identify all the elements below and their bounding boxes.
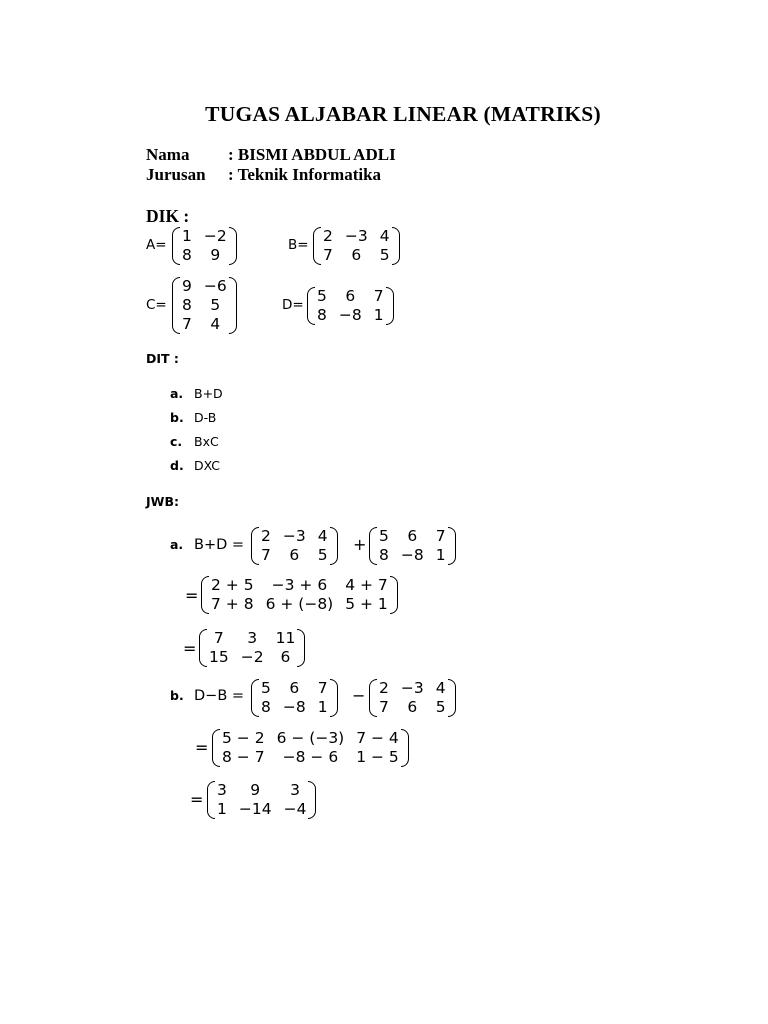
matrix-cell: −8 — [338, 306, 362, 324]
matrix-cell: −3 + 6 — [271, 576, 328, 594]
matrix-cell: 2 — [323, 227, 333, 245]
nama-label: Nama — [146, 145, 190, 164]
matrix-cell: 6 — [407, 527, 418, 545]
matrix-cell: 8 — [379, 546, 389, 564]
matrix-cell: 3 — [290, 781, 300, 799]
matrix-cell: −3 — [282, 527, 306, 545]
matrix-cell: 8 − 7 — [222, 748, 265, 766]
jwb-a-step-matrix — [201, 576, 398, 614]
jurusan-value: : Teknik Informatika — [228, 165, 382, 184]
matrix-cell: −3 — [344, 227, 368, 245]
right-paren — [297, 629, 305, 667]
matrix-cell: 5 — [379, 246, 390, 264]
dit-heading: DIT : — [146, 351, 179, 366]
matrix-b — [313, 227, 400, 265]
matrix-cell: 4 — [317, 527, 328, 545]
matrix-cell: 7 − 4 — [356, 729, 399, 747]
equals-sign: = — [195, 738, 209, 757]
list-marker: b. — [170, 688, 184, 703]
matrix-a — [172, 227, 237, 265]
left-paren — [172, 227, 180, 265]
left-paren — [201, 576, 209, 614]
equals-sign: = — [183, 639, 197, 658]
matrix-c — [172, 277, 237, 334]
matrix-cell: 5 — [317, 287, 327, 305]
list-marker: a. — [170, 537, 184, 552]
left-paren — [369, 527, 377, 565]
list-marker: d. — [170, 458, 184, 473]
matrix-d-label: D= — [282, 297, 304, 313]
matrix-cell: −8 − 6 — [282, 748, 339, 766]
matrix-d — [307, 287, 394, 325]
matrix-cell: 8 — [182, 296, 192, 314]
matrix-b-label: B= — [288, 237, 309, 253]
right-paren — [390, 576, 398, 614]
matrix-cell: 3 — [247, 629, 258, 647]
matrix-cell: 5 — [210, 296, 221, 314]
matrix-cell: 9 — [210, 246, 221, 264]
jwb-a-result-matrix — [199, 629, 305, 667]
list-marker: c. — [170, 434, 183, 449]
matrix-cell: 4 — [379, 227, 390, 245]
matrix-cell: 1 − 5 — [356, 748, 399, 766]
left-paren — [212, 729, 220, 767]
nama-value: : BISMI ABDUL ADLI — [228, 145, 396, 164]
minus-operator: − — [352, 686, 366, 705]
dit-item-b — [170, 410, 216, 425]
jwb-a-line — [170, 537, 244, 553]
matrix-cell: 8 — [317, 306, 327, 324]
matrix-cell: 1 — [317, 698, 328, 716]
matrix-cell: −2 — [240, 648, 264, 666]
dik-heading: DIK : — [146, 206, 190, 226]
matrix-cell: −4 — [283, 800, 307, 818]
matrix-cell: 5 — [317, 546, 328, 564]
matrix-cell: 7 — [317, 679, 328, 697]
matrix-cell: 6 — [345, 287, 356, 305]
right-paren — [386, 287, 394, 325]
jwb-b-result-matrix — [207, 781, 316, 819]
matrix-cell: 9 — [250, 781, 261, 799]
left-paren — [172, 277, 180, 334]
matrix-cell: 6 — [407, 698, 418, 716]
matrix-cell: 8 — [182, 246, 192, 264]
matrix-cell: 6 — [289, 679, 300, 697]
right-paren — [308, 781, 316, 819]
right-paren — [448, 679, 456, 717]
jwb-b-expr: D−B = — [194, 688, 245, 704]
left-paren — [207, 781, 215, 819]
matrix-cell: 6 — [289, 546, 300, 564]
list-marker: a. — [170, 386, 184, 401]
matrix-cell: −14 — [238, 800, 272, 818]
right-paren — [229, 277, 237, 334]
equals-sign: = — [190, 790, 204, 809]
right-paren — [330, 679, 338, 717]
right-paren — [229, 227, 237, 265]
list-text: BxC — [194, 434, 219, 449]
matrix-cell: 7 — [261, 546, 271, 564]
left-paren — [307, 287, 315, 325]
right-paren — [448, 527, 456, 565]
matrix-cell: 1 — [435, 546, 446, 564]
left-paren — [313, 227, 321, 265]
right-paren — [330, 527, 338, 565]
jwb-b-matrix-b — [369, 679, 456, 717]
matrix-cell: 4 — [435, 679, 446, 697]
matrix-cell: 8 — [261, 698, 271, 716]
matrix-cell: 7 — [435, 527, 446, 545]
matrix-cell: 5 + 1 — [345, 595, 388, 613]
dit-item-d — [170, 458, 220, 473]
matrix-cell: 6 − (−3) — [276, 729, 345, 747]
dit-item-c — [170, 434, 219, 449]
matrix-cell: 5 − 2 — [222, 729, 265, 747]
matrix-cell: 1 — [217, 800, 227, 818]
matrix-cell: 5 — [379, 527, 389, 545]
jwb-b-matrix-d — [251, 679, 338, 717]
left-paren — [369, 679, 377, 717]
jwb-b-line — [170, 688, 244, 704]
matrix-cell: −8 — [282, 698, 306, 716]
matrix-cell: 11 — [275, 629, 296, 647]
matrix-cell: 6 — [351, 246, 362, 264]
matrix-c-label: C= — [146, 297, 167, 313]
jwb-b-step-matrix — [212, 729, 409, 767]
list-text: B+D — [194, 386, 223, 401]
matrix-cell: 7 — [379, 698, 389, 716]
left-paren — [251, 527, 259, 565]
matrix-cell: 7 — [182, 315, 192, 333]
right-paren — [401, 729, 409, 767]
list-marker: b. — [170, 410, 184, 425]
matrix-cell: 6 — [280, 648, 291, 666]
right-paren — [392, 227, 400, 265]
matrix-cell: −6 — [203, 277, 227, 295]
matrix-cell: 4 — [210, 315, 221, 333]
jwb-a-matrix-b — [251, 527, 338, 565]
matrix-cell: 1 — [182, 227, 192, 245]
matrix-cell: 3 — [217, 781, 227, 799]
matrix-cell: 4 + 7 — [345, 576, 388, 594]
jwb-a-expr: B+D = — [194, 537, 245, 553]
matrix-cell: 6 + (−8) — [265, 595, 334, 613]
matrix-cell: 1 — [373, 306, 384, 324]
equals-sign: = — [185, 586, 199, 605]
matrix-cell: −2 — [203, 227, 227, 245]
matrix-cell: 7 + 8 — [211, 595, 254, 613]
matrix-cell: 2 — [261, 527, 271, 545]
matrix-cell: 5 — [261, 679, 271, 697]
matrix-cell: −3 — [400, 679, 424, 697]
left-paren — [251, 679, 259, 717]
matrix-cell: −8 — [400, 546, 424, 564]
jwb-a-matrix-d — [369, 527, 456, 565]
list-text: D-B — [194, 410, 217, 425]
jurusan-label: Jurusan — [146, 165, 206, 184]
dit-item-a — [170, 386, 223, 401]
list-text: DXC — [194, 458, 221, 473]
matrix-cell: 2 + 5 — [211, 576, 254, 594]
matrix-a-label: A= — [146, 237, 167, 253]
matrix-cell: 5 — [435, 698, 446, 716]
matrix-cell: 15 — [209, 648, 229, 666]
plus-operator: + — [353, 535, 367, 554]
page-title: TUGAS ALJABAR LINEAR (MATRIKS) — [205, 102, 601, 126]
matrix-cell: 2 — [379, 679, 389, 697]
matrix-cell: 7 — [323, 246, 333, 264]
left-paren — [199, 629, 207, 667]
matrix-cell: 7 — [213, 629, 224, 647]
jwb-heading: JWB: — [146, 494, 179, 509]
matrix-cell: 9 — [182, 277, 192, 295]
matrix-cell: 7 — [373, 287, 384, 305]
